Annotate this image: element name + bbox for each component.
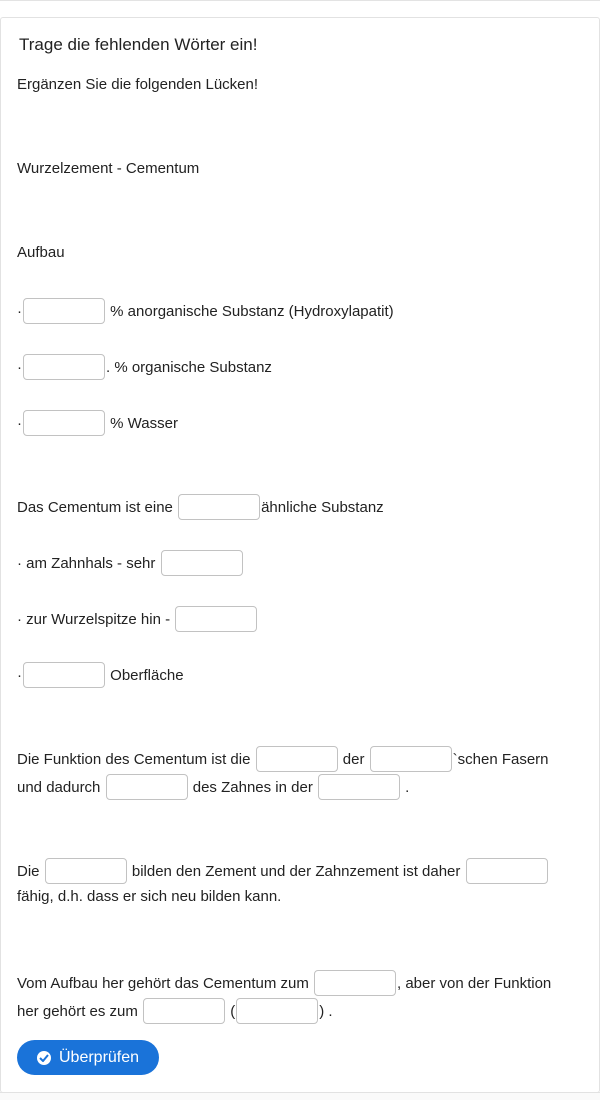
top-divider	[0, 0, 600, 1]
bullet: ·	[17, 358, 22, 376]
text: · zur Wurzelspitze hin -	[17, 610, 171, 628]
gap-input[interactable]	[236, 998, 318, 1024]
text: (	[230, 1002, 236, 1020]
line-zahnhals	[17, 551, 244, 577]
check-button-label: Überprüfen	[59, 1049, 140, 1066]
gap-input[interactable]	[23, 298, 105, 324]
check-button[interactable]	[17, 1040, 159, 1075]
gap-input[interactable]	[23, 410, 105, 436]
line-wurzelspitze	[17, 607, 258, 633]
gap-input[interactable]	[256, 746, 338, 772]
gap-input[interactable]	[143, 998, 225, 1024]
line-funktion-2	[17, 775, 409, 801]
gap-input[interactable]	[106, 774, 188, 800]
text: . % organische Substanz	[106, 358, 272, 376]
gap-input[interactable]	[370, 746, 452, 772]
text: bilden den Zement und der Zahnzement ist daher	[131, 862, 461, 880]
bullet: ·	[17, 302, 22, 320]
line-anorganisch	[17, 299, 394, 325]
line-organisch	[17, 355, 272, 381]
gap-input[interactable]	[318, 774, 400, 800]
line-wasser	[17, 411, 178, 437]
line-vom-aufbau-1	[17, 971, 551, 997]
line-vom-aufbau-2	[17, 999, 333, 1025]
text: und dadurch	[17, 778, 101, 796]
line-die-2: fähig, d.h. dass er sich neu bilden kann.	[17, 888, 282, 905]
instruction-text: Ergänzen Sie die folgenden Lücken!	[17, 76, 259, 93]
gap-input[interactable]	[23, 354, 105, 380]
gap-input[interactable]	[161, 550, 243, 576]
text: ähnliche Substanz	[261, 498, 384, 516]
gap-input[interactable]	[23, 662, 105, 688]
line-die-1	[17, 859, 549, 885]
bullet: ·	[17, 666, 22, 684]
text: % anorganische Substanz (Hydroxylapatit)	[110, 302, 394, 320]
gap-input[interactable]	[466, 858, 548, 884]
line-funktion-1	[17, 747, 549, 773]
text: , aber von der Funktion	[397, 974, 552, 992]
bullet: ·	[17, 414, 22, 432]
text: Die Funktion des Cementum ist die	[17, 750, 251, 768]
text: der	[342, 750, 365, 768]
text: Oberfläche	[110, 666, 184, 684]
section-heading-cementum: Wurzelzement - Cementum	[17, 160, 200, 177]
text: her gehört es zum	[17, 1002, 138, 1020]
line-oberflaeche	[17, 663, 184, 689]
text: % Wasser	[110, 414, 178, 432]
check-circle-icon	[37, 1051, 51, 1065]
text: Die	[17, 862, 40, 880]
line-cementum-substanz	[17, 495, 384, 521]
text: · am Zahnhals - sehr	[17, 554, 156, 572]
gap-input[interactable]	[175, 606, 257, 632]
text: des Zahnes in der	[192, 778, 313, 796]
text: ) .	[319, 1002, 333, 1020]
exercise-title: Trage die fehlenden Wörter ein!	[19, 35, 258, 54]
gap-input[interactable]	[45, 858, 127, 884]
text: .	[405, 778, 410, 796]
section-heading-aufbau: Aufbau	[17, 244, 65, 261]
text: `schen Fasern	[452, 750, 549, 768]
gap-input[interactable]	[314, 970, 396, 996]
text: Das Cementum ist eine	[17, 498, 173, 516]
gap-input[interactable]	[178, 494, 260, 520]
text: Vom Aufbau her gehört das Cementum zum	[17, 974, 309, 992]
